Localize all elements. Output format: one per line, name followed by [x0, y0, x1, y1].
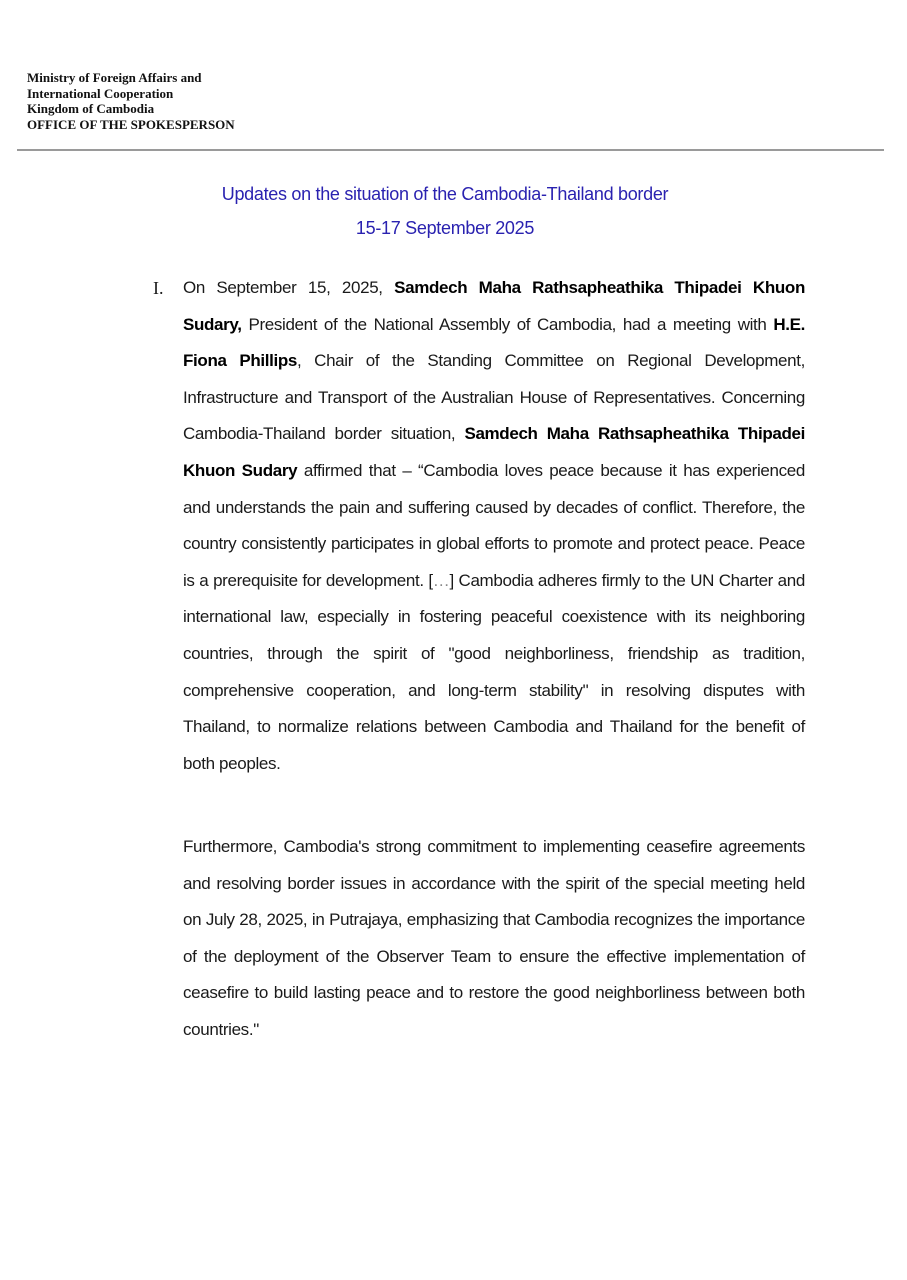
section-marker: I. [153, 278, 164, 298]
p1-text-5: ] Cambodia adheres firmly to the UN Charter and international law, especially in fostering peaceful coexistence with its neighboring countries, through the spirit of "good neighborliness, friendship as tradition, comprehensive cooperation, and long-term stability" in resolving disputes with Thailand, to normalize relations between Cambodia and Thailand for the benefit of both peoples. [183, 570, 805, 773]
p1-ellipsis: … [432, 570, 450, 590]
header-divider [17, 149, 884, 151]
p1-bold-name-2: H.E. Fiona Phillips [183, 314, 805, 371]
p1-bold-name-1: Samdech Maha Rathsapheathika Thipadei Khuon Sudary, [183, 278, 805, 334]
p1-bold-name-3: Samdech Maha Rathsapheathika Thipadei Khuon Sudary [183, 424, 805, 480]
p1-text-1: On September 15, 2025, [183, 278, 395, 297]
p1-text-2: President of the National Assembly of Cambodia, had a meeting with [241, 314, 774, 334]
document-title: Updates on the situation of the Cambodia-Thailand border [221, 184, 669, 204]
p1-text-4: affirmed that – “Cambodia loves peace because it has experienced and understands the pain and suffering caused by decades of conflict. Therefore, the country consistently participates in global efforts to promote and protect peace. Peace is a prerequisite for development. [ [183, 460, 805, 590]
letterhead-ministry: Ministry of Foreign Affairs and [27, 70, 202, 85]
letterhead-kingdom: Kingdom of Cambodia [27, 101, 155, 117]
letterhead-cooperation: International Cooperation [27, 85, 174, 101]
paragraph-2: Furthermore, Cambodia's strong commitment to implementing ceasefire agreements and resolving border issues in accordance with the spirit of the special meeting held on July 28, 2025, in Putrajaya, emphasizing that Cambodia recognizes the importance of the deployment of the Observer Team to ensure the effective implementation of ceasefire to build lasting peace and to restore the good neighborliness between both countries." [183, 837, 805, 1039]
letterhead-office: OFFICE OF THE SPOKESPERSON [27, 116, 235, 132]
document-date: 15-17 September 2025 [355, 218, 535, 238]
letterhead [27, 70, 235, 132]
p1-text-3: , Chair of the Standing Committee on Regional Development, Infrastructure and Transport of the Australian House of Representatives. Concerning Cambodia-Thailand border situation, [183, 351, 806, 444]
paragraph-1 [183, 270, 805, 782]
